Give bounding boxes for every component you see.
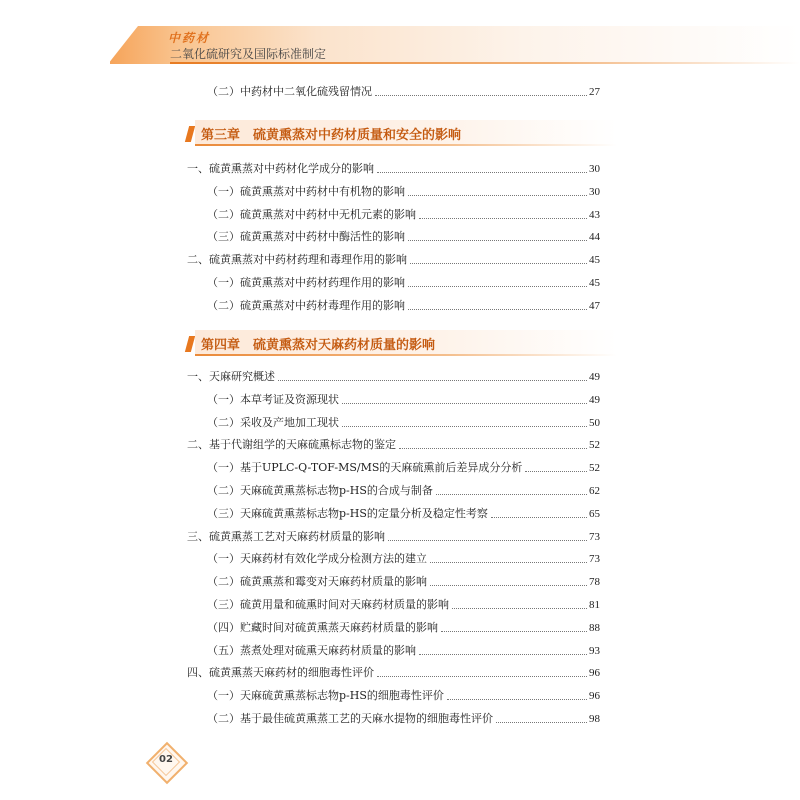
dot-leader <box>441 631 587 632</box>
dot-leader <box>278 380 587 381</box>
dot-leader <box>342 426 587 427</box>
toc-entry-page: 47 <box>589 299 600 312</box>
dot-leader <box>496 722 587 723</box>
toc-entry-label: 一、天麻研究概述 <box>187 370 275 383</box>
toc-entry-page: 65 <box>589 507 600 520</box>
dot-leader <box>408 309 587 310</box>
toc-entry[interactable] <box>207 574 600 590</box>
toc-entry[interactable] <box>187 529 600 545</box>
toc-entry-label: （五）蒸煮处理对硫熏天麻药材质量的影响 <box>207 643 416 657</box>
dot-leader <box>377 676 587 677</box>
toc-entry[interactable] <box>207 415 600 431</box>
chapter-3-heading[interactable] <box>187 118 617 148</box>
chapter-4-heading[interactable] <box>187 328 617 358</box>
chapter-title: 第四章 硫黄熏蒸对天麻药材质量的影响 <box>201 338 436 353</box>
series-title: 中药材 <box>168 31 211 45</box>
dot-leader <box>419 218 587 219</box>
toc-entry[interactable] <box>207 84 600 100</box>
toc-entry[interactable] <box>207 275 600 291</box>
toc-entry[interactable] <box>207 229 600 245</box>
toc-entry-label: （二）硫黄熏蒸对中药材中无机元素的影响 <box>207 207 416 221</box>
toc-entry[interactable] <box>207 207 600 223</box>
toc-entry[interactable] <box>207 643 600 659</box>
toc-entry-page: 50 <box>589 416 600 429</box>
toc-entry-page: 81 <box>589 599 600 611</box>
toc-entry-page: 30 <box>589 163 600 175</box>
toc-entry-label: （二）采收及产地加工现状 <box>207 415 339 429</box>
dot-leader <box>419 654 587 655</box>
dot-leader <box>399 448 587 449</box>
toc-entry[interactable] <box>187 252 600 268</box>
dot-leader <box>388 540 587 541</box>
toc-entry-page: 96 <box>589 690 600 703</box>
toc-entry-page: 49 <box>589 371 600 383</box>
dot-leader <box>408 195 587 196</box>
toc-entry-page: 27 <box>589 86 600 98</box>
toc-entry-label: （四）贮藏时间对硫黄熏蒸天麻药材质量的影响 <box>207 620 438 634</box>
toc-entry-page: 52 <box>589 462 600 475</box>
toc-entry-label: （二）基于最佳硫黄熏蒸工艺的天麻水提物的细胞毒性评价 <box>207 712 493 725</box>
toc-entry-label: （一）天麻药材有效化学成分检测方法的建立 <box>207 552 427 566</box>
toc-entry-page: 62 <box>589 485 600 497</box>
toc-entry[interactable] <box>187 369 600 385</box>
dot-leader <box>525 471 587 472</box>
toc-entry-page: 43 <box>589 208 600 221</box>
toc-entry-page: 98 <box>589 713 600 725</box>
toc-entry-label: 二、硫黄熏蒸对中药材药理和毒理作用的影响 <box>187 253 407 267</box>
toc-entry-page: 96 <box>589 667 600 680</box>
toc-entry[interactable] <box>187 161 600 177</box>
toc-entry-page: 45 <box>589 277 600 289</box>
toc-entry-label: 四、硫黄熏蒸天麻药材的细胞毒性评价 <box>187 666 374 680</box>
toc-entry[interactable] <box>207 483 600 499</box>
toc-entry[interactable] <box>207 184 600 200</box>
toc-entry-label: （三）硫黄用量和硫熏时间对天麻药材质量的影响 <box>207 598 449 611</box>
toc-entry[interactable] <box>207 711 600 727</box>
toc-entry-page: 52 <box>589 439 600 452</box>
toc-entry[interactable] <box>187 437 600 453</box>
dot-leader <box>410 263 587 264</box>
toc-entry-label: （一）天麻硫黄熏蒸标志物p-HS的细胞毒性评价 <box>207 689 444 703</box>
toc-entry-page: 45 <box>589 254 600 267</box>
toc-entry-label: （一）硫黄熏蒸对中药材药理作用的影响 <box>207 276 405 289</box>
dot-leader <box>342 403 587 404</box>
toc-entry-page: 49 <box>589 393 600 406</box>
page-number: 02 <box>159 754 173 765</box>
toc-entry-page: 44 <box>589 231 600 244</box>
toc-entry[interactable] <box>207 551 600 567</box>
dot-leader <box>430 562 587 563</box>
toc-entry-page: 73 <box>589 553 600 566</box>
chapter-marker-icon <box>185 126 195 142</box>
dot-leader <box>447 699 587 700</box>
chapter-title: 第三章 硫黄熏蒸对中药材质量和安全的影响 <box>201 128 462 143</box>
toc-entry[interactable] <box>207 688 600 704</box>
toc-entry[interactable] <box>207 460 600 476</box>
toc-entry-label: （一）本草考证及资源现状 <box>207 392 339 406</box>
toc-entry-label: （三）硫黄熏蒸对中药材中酶活性的影响 <box>207 230 405 244</box>
toc-entry-page: 93 <box>589 644 600 657</box>
toc-entry[interactable] <box>207 392 600 408</box>
toc-entry[interactable] <box>207 597 600 613</box>
dot-leader <box>375 95 587 96</box>
dot-leader <box>408 240 587 241</box>
toc-entry[interactable] <box>207 506 600 522</box>
page-number-badge <box>146 742 186 782</box>
toc-entry-label: 三、硫黄熏蒸工艺对天麻药材质量的影响 <box>187 529 385 543</box>
toc-entry-label: （一）基于UPLC-Q-TOF-MS/MS的天麻硫熏前后差异成分分析 <box>207 461 523 475</box>
toc-entry-label: （二）天麻硫黄熏蒸标志物p-HS的合成与制备 <box>207 484 433 497</box>
toc-entry[interactable] <box>207 620 600 636</box>
dot-leader <box>430 585 587 586</box>
toc-entry-label: （三）天麻硫黄熏蒸标志物p-HS的定量分析及稳定性考察 <box>207 506 488 520</box>
toc-entry-label: （一）硫黄熏蒸对中药材中有机物的影响 <box>207 184 405 198</box>
toc-entry-page: 88 <box>589 621 600 634</box>
dot-leader <box>452 608 587 609</box>
dot-leader <box>408 286 587 287</box>
toc-entry-label: （二）中药材中二氧化硫残留情况 <box>207 85 372 98</box>
dot-leader <box>377 172 587 173</box>
book-subtitle: 二氧化硫研究及国际标准制定 <box>170 47 327 61</box>
toc-entry-page: 73 <box>589 530 600 543</box>
dot-leader <box>436 494 587 495</box>
dot-leader <box>491 517 587 518</box>
toc-entry-label: （二）硫黄熏蒸对中药材毒理作用的影响 <box>207 298 405 312</box>
chapter-marker-icon <box>185 336 195 352</box>
toc-entry-page: 78 <box>589 576 600 589</box>
toc-entry-label: 二、基于代谢组学的天麻硫熏标志物的鉴定 <box>187 438 396 452</box>
toc-entry-label: 一、硫黄熏蒸对中药材化学成分的影响 <box>187 162 374 175</box>
toc-entry[interactable] <box>187 665 600 681</box>
toc-entry-page: 30 <box>589 185 600 198</box>
toc-entry-label: （二）硫黄熏蒸和霉变对天麻药材质量的影响 <box>207 575 427 589</box>
toc-entry[interactable] <box>207 298 600 314</box>
